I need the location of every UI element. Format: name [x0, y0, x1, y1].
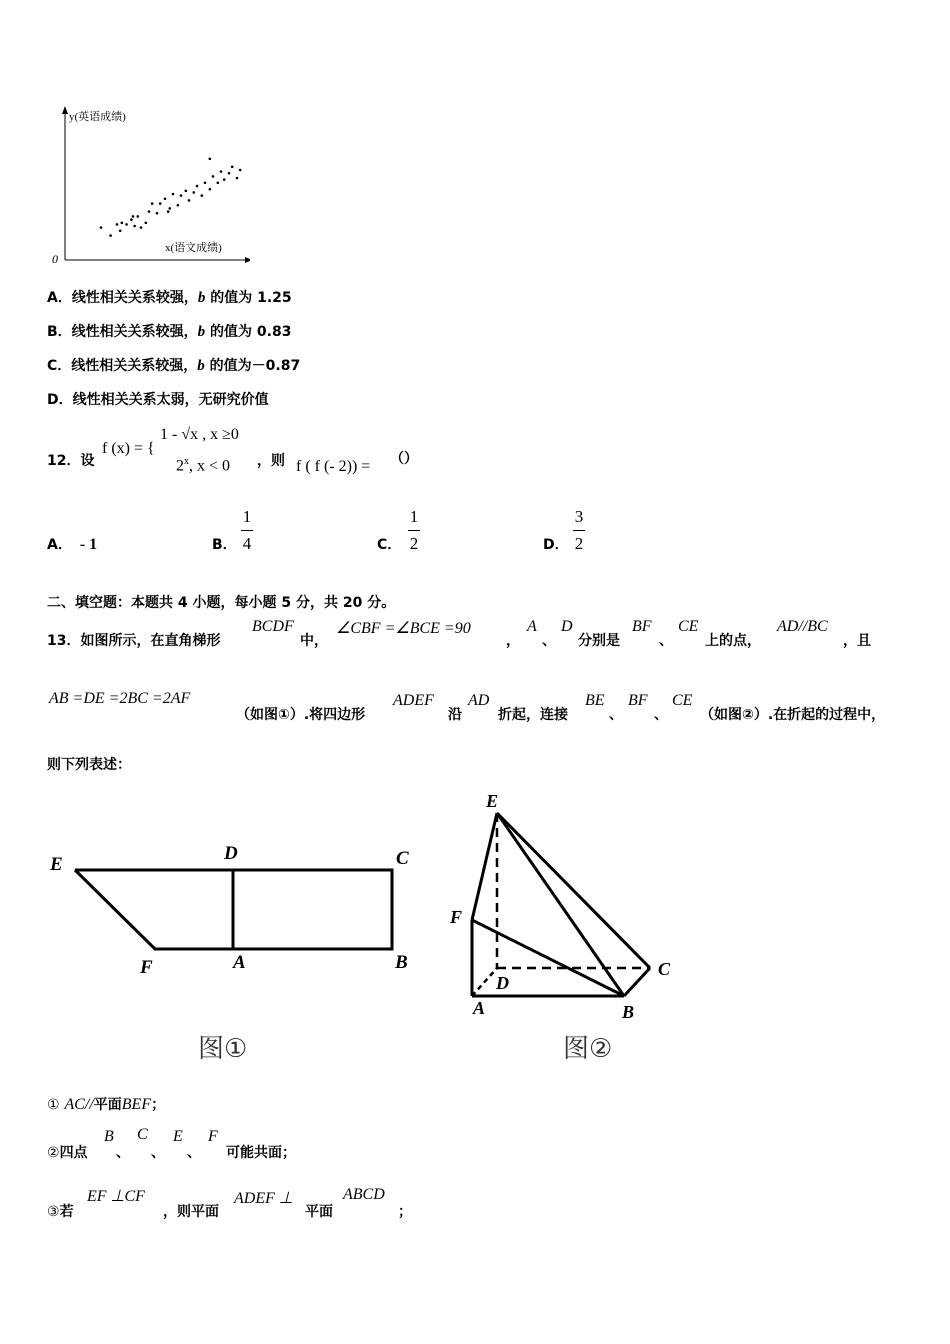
statement-3-num — [47, 1201, 74, 1221]
math: BEF — [121, 1096, 152, 1113]
option-label: C．线性相关关系较强， — [47, 358, 198, 374]
q13-math-eq: AB =DE =2BC =2AF — [49, 690, 191, 707]
s2-text: 可能共面； — [226, 1145, 296, 1161]
scatter-point — [239, 169, 242, 172]
q13-math-adef: ADEF — [393, 692, 434, 709]
label-c: C — [396, 848, 409, 869]
label-b: B — [395, 952, 408, 973]
scatter-point — [119, 230, 122, 233]
q11-option-c — [47, 355, 300, 375]
s2-sep3: 、 — [187, 1145, 201, 1161]
scatter-point — [137, 215, 140, 218]
label-a: A — [233, 952, 246, 973]
section-title: 二、填空题：本题共 4 小题，每小题 5 分，共 20 分。 — [47, 595, 396, 611]
s2-sep2: 、 — [151, 1145, 165, 1161]
q13-math-bcdf: BCDF — [252, 618, 294, 635]
q12-option-b-frac — [241, 507, 253, 554]
scatter-point — [132, 215, 135, 218]
fraction-bar — [573, 530, 585, 531]
q12-paren: （） — [390, 451, 418, 467]
q13-math-ad: AD — [468, 692, 490, 709]
figure-1 — [40, 840, 430, 980]
statement-1 — [47, 1094, 165, 1114]
q12-fx: f (x) = { — [102, 440, 155, 457]
scatter-point — [164, 198, 167, 201]
q13-text-6: 、 — [659, 633, 673, 649]
statement-2-num — [47, 1142, 88, 1162]
case2-exp: x — [184, 456, 189, 467]
denominator: 4 — [242, 534, 252, 553]
q13-math-ce: CE — [678, 618, 699, 635]
q11-option-a — [47, 287, 292, 307]
q12-option-c-label: C． — [377, 537, 402, 553]
scatter-point — [167, 210, 170, 213]
scatter-point — [196, 185, 199, 188]
q13-math-adbc: AD//BC — [777, 618, 828, 635]
scatter-point — [228, 172, 231, 175]
s2-f: F — [208, 1128, 218, 1145]
figure-2 — [440, 785, 690, 1025]
q13-text-12: 、 — [609, 707, 623, 723]
figure-1-caption: 图① — [198, 1034, 248, 1064]
option-label: D．线性相关关系太弱，无研究价值 — [47, 392, 269, 408]
scatter-point — [172, 193, 175, 196]
case2-base: 2 — [176, 457, 184, 475]
scatter-point — [220, 170, 223, 173]
scatter-point — [236, 177, 239, 180]
option-label: A． — [47, 537, 72, 553]
option-label: A．线性相关关系较强， — [47, 290, 198, 306]
x-axis-arrow — [245, 257, 250, 263]
option-var: b — [197, 324, 206, 340]
scatter-point — [145, 222, 148, 225]
s3-end: ； — [398, 1204, 412, 1220]
scatter-point — [140, 226, 143, 229]
scatter-point — [185, 190, 188, 193]
y-axis-label: y(英语成绩) — [69, 111, 126, 123]
scatter-point — [209, 158, 212, 161]
label-d: D — [224, 843, 238, 864]
scatter-point — [204, 182, 207, 185]
scatter-point — [133, 225, 136, 228]
option-var: b — [197, 358, 205, 374]
q13-text-3: ， — [506, 633, 520, 649]
scatter-point — [212, 175, 215, 178]
edge-bc — [624, 968, 650, 996]
text: 若 — [59, 1204, 74, 1220]
scatter-point — [159, 202, 162, 205]
q12-expr: f ( f (- 2)) = — [296, 458, 371, 475]
s3-efcf: EF ⊥CF — [87, 1188, 145, 1205]
q11-option-b — [47, 321, 291, 341]
x-axis-label: x(语文成绩) — [165, 242, 222, 254]
statement-number: ③ — [47, 1204, 60, 1220]
q12-case2 — [176, 456, 230, 475]
figure-2-caption: 图② — [563, 1034, 613, 1064]
s3-adef: ADEF ⊥ — [234, 1190, 293, 1207]
q13-text-1: 13．如图所示，在直角梯形 — [47, 633, 221, 649]
edge-ef — [472, 813, 497, 920]
q13-math-a: A — [527, 618, 537, 635]
q11-option-d — [47, 389, 269, 409]
q13-text-13: 、 — [654, 707, 668, 723]
q13-text-9: （如图①）.将四边形 — [236, 707, 366, 723]
scatter-point — [188, 199, 191, 202]
label-e: E — [50, 854, 63, 875]
s2-c: C — [137, 1126, 148, 1143]
q12-option-c-frac — [408, 507, 420, 554]
label-f2: F — [450, 907, 463, 927]
numerator: 1 — [409, 507, 419, 526]
scatter-point — [156, 212, 159, 215]
label-b2: B — [622, 1002, 635, 1022]
q13-text-2: 中， — [300, 633, 328, 649]
label-a2: A — [473, 998, 486, 1018]
q13-text-15: 则下列表述： — [47, 757, 131, 773]
option-label: B．线性相关关系较强， — [47, 324, 198, 340]
math: AC// — [64, 1096, 94, 1113]
option-rest: 的值为 1.25 — [205, 290, 292, 306]
origin-label: 0 — [52, 252, 58, 266]
scatter-point — [217, 182, 220, 185]
q13-math-bf2: BF — [628, 692, 648, 709]
s2-b: B — [104, 1128, 114, 1145]
scatter-point — [100, 226, 103, 229]
statement-number: ① — [47, 1097, 60, 1113]
label-f: F — [140, 957, 153, 978]
s3-abcd: ABCD — [343, 1186, 385, 1203]
q13-math-ce2: CE — [672, 692, 693, 709]
q12-prefix: 12．设 — [47, 453, 95, 469]
q13-text-5: 分别是 — [578, 633, 620, 649]
option-value: - 1 — [79, 536, 98, 553]
fraction-bar — [241, 530, 253, 531]
fraction-bar — [408, 530, 420, 531]
edge-fb — [472, 920, 624, 996]
text: 四点 — [59, 1145, 88, 1161]
scatter-point — [125, 223, 128, 226]
q13-text-4: 、 — [542, 633, 556, 649]
denominator: 2 — [574, 534, 584, 553]
s2-e: E — [173, 1128, 183, 1145]
scatter-point — [231, 166, 234, 169]
s2-sep1: 、 — [116, 1145, 130, 1161]
scatter-point — [193, 191, 196, 194]
numerator: 3 — [574, 507, 584, 526]
q13-text-14: （如图②）.在折起的过程中， — [700, 707, 886, 723]
q13-math-angle: ∠CBF =∠BCE =90 — [336, 620, 471, 637]
text: ； — [151, 1097, 166, 1113]
q13-text-8: ，且 — [843, 633, 871, 649]
scatter-point — [121, 222, 124, 225]
option-rest: 的值为 0.83 — [205, 324, 292, 340]
q12-then: ，则 — [257, 453, 285, 469]
q13-math-bf: BF — [632, 618, 652, 635]
option-var: b — [197, 290, 206, 306]
scatter-point — [180, 194, 183, 197]
statement-number: ② — [47, 1145, 60, 1161]
s3-plane: 平面 — [305, 1204, 333, 1220]
text: 平面 — [93, 1097, 122, 1113]
q12-option-b-label: B． — [212, 537, 237, 553]
scatter-chart — [40, 100, 250, 270]
scatter-point — [169, 207, 172, 210]
scatter-point — [116, 223, 119, 226]
numerator: 1 — [242, 507, 252, 526]
y-axis-arrow — [62, 106, 68, 114]
denominator: 2 — [409, 534, 419, 553]
q12-option-d-label: D． — [543, 537, 569, 553]
scatter-point — [201, 194, 204, 197]
q12-option-d-frac — [573, 507, 585, 554]
s3-text: ，则平面 — [163, 1204, 219, 1220]
scatter-point — [177, 204, 180, 207]
scatter-point — [209, 188, 212, 191]
q13-math-be: BE — [585, 692, 605, 709]
scatter-points — [100, 158, 242, 237]
scatter-point — [130, 218, 133, 221]
q13-text-7: 上的点， — [705, 633, 761, 649]
scatter-point — [151, 202, 154, 205]
q12-option-a — [47, 534, 97, 554]
option-rest: 的值为－0.87 — [204, 358, 301, 374]
scatter-point — [148, 210, 151, 213]
case2-rest: , x < 0 — [189, 457, 231, 475]
q12-case1: 1 - √x , x ≥0 — [160, 426, 239, 443]
label-e2: E — [486, 791, 499, 811]
edge-ad-hidden — [472, 968, 497, 996]
scatter-point — [109, 234, 112, 237]
q13-text-11: 折起，连接 — [498, 707, 568, 723]
label-d2: D — [496, 973, 509, 993]
scatter-point — [223, 178, 226, 181]
q13-math-d: D — [561, 618, 573, 635]
label-c2: C — [658, 959, 671, 979]
q13-text-10: 沿 — [448, 707, 462, 723]
